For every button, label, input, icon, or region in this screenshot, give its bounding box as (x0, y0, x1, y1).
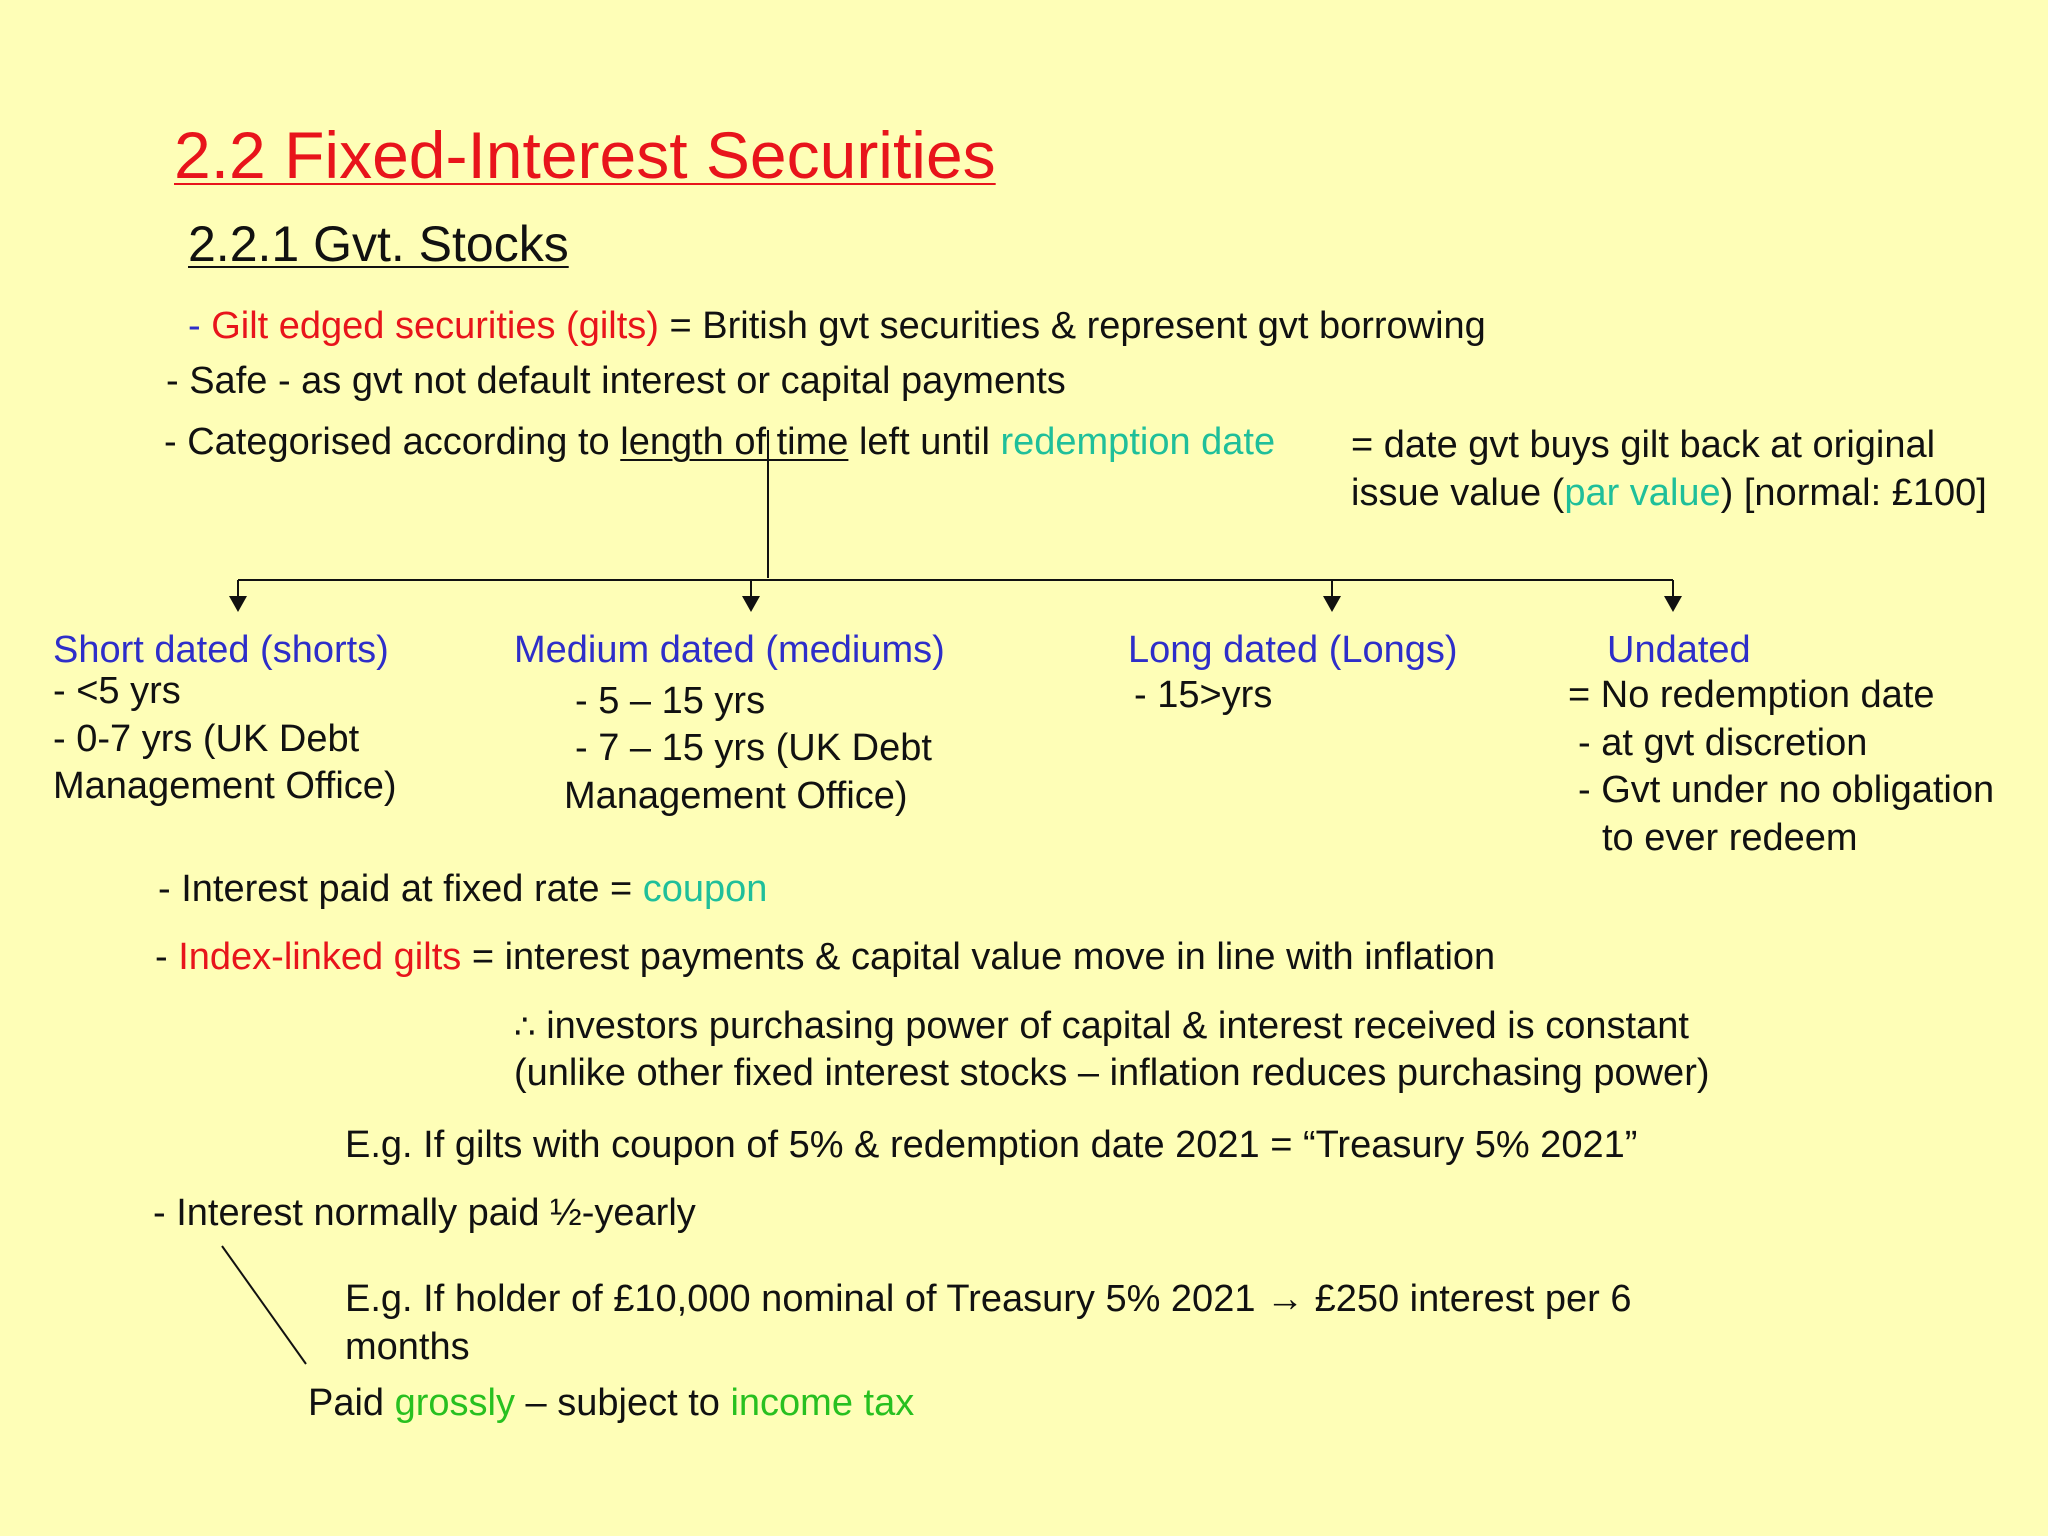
page-title: 2.2 Fixed-Interest Securities (174, 118, 996, 192)
category-medium-line3: Management Office) (564, 775, 908, 817)
redemption-date-term: redemption date (1000, 421, 1276, 463)
categorised-pre: - Categorised according to (164, 421, 621, 463)
category-undated-line4: to ever redeem (1602, 817, 1858, 859)
index-linked-dash: - (155, 936, 179, 978)
gilts-dash: - (188, 305, 212, 347)
paid-pre: Paid (308, 1382, 395, 1424)
length-of-time: length of time (620, 421, 849, 463)
category-undated-line3: - Gvt under no obligation (1578, 769, 1995, 811)
coupon-line (158, 868, 767, 912)
therefore-icon: ∴ (514, 1008, 536, 1046)
index-linked-line (155, 936, 1495, 980)
category-medium-line2: - 7 – 15 yrs (UK Debt (575, 727, 932, 769)
purchasing-line1-text: investors purchasing power of capital & interest received is constant (535, 1005, 1689, 1047)
example-treasury-naming: E.g. If gilts with coupon of 5% & redemption date 2021 = “Treasury 5% 2021” (345, 1124, 1638, 1166)
index-linked-term: Index-linked gilts (178, 936, 462, 978)
branch-undated (1664, 580, 1682, 612)
arrow-down-icon (1664, 596, 1682, 612)
category-short-line1: - <5 yrs (53, 670, 181, 712)
grossly-term: grossly (394, 1382, 515, 1424)
arrow-down-icon (742, 596, 760, 612)
branch-short (229, 580, 247, 612)
half-yearly-line: - Interest normally paid ½-yearly (153, 1192, 696, 1234)
line2-pre: issue value ( (1351, 472, 1565, 514)
purchasing-power-line2: (unlike other fixed interest stocks – inflation reduces purchasing power) (514, 1052, 1710, 1094)
category-undated-line1: = No redemption date (1568, 674, 1935, 716)
redemption-definition-line2 (1351, 472, 1987, 516)
categorised-mid: left until (848, 421, 1001, 463)
gilts-definition (188, 305, 1486, 349)
paid-grossly-line (308, 1382, 914, 1426)
category-long-heading: Long dated (Longs) (1128, 629, 1458, 671)
arrow-down-icon (229, 596, 247, 612)
categorised-line (164, 421, 1275, 465)
branch-long (1323, 580, 1341, 612)
coupon-term: coupon (642, 868, 768, 910)
safe-line: - Safe - as gvt not default interest or capital payments (166, 360, 1066, 402)
coupon-pre: - Interest paid at fixed rate = (158, 868, 643, 910)
category-undated-heading: Undated (1607, 629, 1751, 671)
par-value-term: par value (1564, 472, 1721, 514)
redemption-definition-line1: = date gvt buys gilt back at original (1351, 424, 1936, 466)
category-short-line2: - 0-7 yrs (UK Debt (53, 718, 360, 760)
gilts-term: Gilt edged securities (gilts) (211, 305, 659, 347)
example-interest-line1: E.g. If holder of £10,000 nominal of Treasury 5% 2021 → £250 interest per 6 (345, 1278, 1632, 1320)
section-subtitle: 2.2.1 Gvt. Stocks (188, 216, 569, 272)
category-short-heading: Short dated (shorts) (53, 629, 389, 671)
category-medium-heading: Medium dated (mediums) (514, 629, 945, 671)
category-long-line1: - 15>yrs (1134, 674, 1273, 716)
income-tax-term: income tax (730, 1382, 915, 1424)
paid-mid: – subject to (515, 1382, 731, 1424)
branch-medium (742, 580, 760, 612)
paid-connector-line (222, 1246, 306, 1364)
category-undated-line2: - at gvt discretion (1578, 722, 1868, 764)
line2-post: ) [normal: £100] (1720, 472, 1987, 514)
example-interest-line2: months (345, 1326, 470, 1368)
index-linked-rest: = interest payments & capital value move in line with inflation (461, 936, 1496, 978)
gilts-rest: = British gvt securities & represent gvt borrowing (658, 305, 1486, 347)
arrow-down-icon (1323, 596, 1341, 612)
category-medium-line1: - 5 – 15 yrs (575, 680, 766, 722)
category-short-line3: Management Office) (53, 765, 397, 807)
purchasing-power-line1 (514, 1005, 1689, 1049)
